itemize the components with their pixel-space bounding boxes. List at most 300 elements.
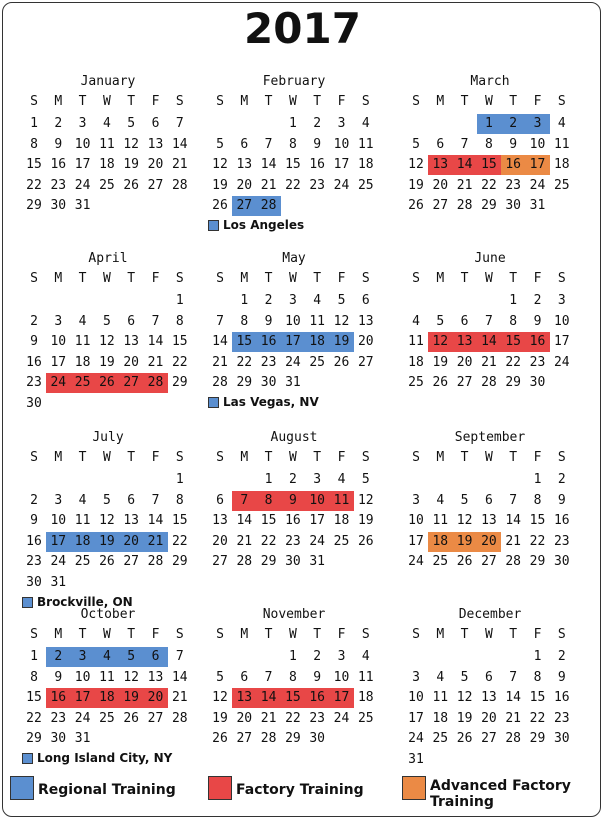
location-note: Los Angeles xyxy=(223,218,305,232)
legend-swatch-regional xyxy=(10,776,34,800)
day-cell: 15 xyxy=(481,157,497,173)
day-cell: 3 xyxy=(337,649,346,664)
day-cell: 16 xyxy=(260,334,277,350)
weekday-label: S xyxy=(557,627,566,642)
month-july xyxy=(22,430,194,609)
day-cell: 2 xyxy=(557,649,566,664)
day-cell: 1 xyxy=(30,649,38,664)
day-cell: 26 xyxy=(456,554,473,570)
day-cell: 1 xyxy=(288,649,297,664)
day-cell: 15 xyxy=(260,513,277,529)
day-cell: 21 xyxy=(505,533,522,549)
day-cell: 10 xyxy=(408,513,424,529)
weekday-label: F xyxy=(337,627,346,642)
day-cell: 19 xyxy=(456,533,473,549)
day-cell: 12 xyxy=(456,690,473,706)
day-cell: 15 xyxy=(285,157,301,173)
weekday-label: F xyxy=(533,450,542,465)
day-cell: 28 xyxy=(171,710,188,726)
day-cell: 27 xyxy=(481,731,497,747)
month-june xyxy=(404,251,576,421)
day-cell: 6 xyxy=(484,669,493,685)
day-cell: 24 xyxy=(309,533,326,549)
month-november xyxy=(208,607,380,777)
day-cell: 24 xyxy=(50,554,67,570)
day-cell: 28 xyxy=(505,731,522,747)
month-title: December xyxy=(458,607,522,622)
day-cell: 2 xyxy=(313,649,322,664)
day-cell: 13 xyxy=(456,334,473,350)
day-cell: 22 xyxy=(505,354,522,370)
day-cell: 2 xyxy=(533,293,542,308)
weekday-label: W xyxy=(288,94,297,109)
day-cell: 2 xyxy=(288,472,297,487)
day-cell: 27 xyxy=(147,177,164,193)
weekday-label: S xyxy=(361,450,370,465)
month-january xyxy=(22,74,194,244)
day-cell: 4 xyxy=(78,492,87,508)
day-cell: 12 xyxy=(212,690,228,706)
month-october xyxy=(22,607,194,777)
day-cell: 7 xyxy=(264,136,273,152)
day-cell: 30 xyxy=(285,554,301,570)
day-cell: 7 xyxy=(509,492,518,508)
day-cell: 11 xyxy=(309,313,326,329)
weekday-label: S xyxy=(412,271,420,286)
day-cell: 23 xyxy=(505,177,522,193)
day-cell: 30 xyxy=(553,731,570,747)
day-cell: 11 xyxy=(432,513,449,529)
day-cell: 28 xyxy=(456,198,473,214)
day-cell: 1 xyxy=(30,116,38,131)
weekday-label: M xyxy=(54,450,63,465)
weekday-label: S xyxy=(557,450,566,465)
day-cell: 14 xyxy=(260,690,277,706)
weekday-label: M xyxy=(240,450,249,465)
day-cell: 4 xyxy=(361,649,370,664)
day-cell: 7 xyxy=(460,136,469,152)
day-cell: 19 xyxy=(456,710,473,726)
day-cell: 25 xyxy=(99,177,115,193)
day-cell: 27 xyxy=(147,710,164,726)
month-may xyxy=(208,251,380,421)
day-cell: 15 xyxy=(26,157,42,173)
day-cell: 22 xyxy=(529,710,546,726)
day-cell: 27 xyxy=(123,554,140,570)
day-cell: 11 xyxy=(357,136,374,152)
day-cell: 31 xyxy=(74,198,91,214)
legend-swatch-factory xyxy=(208,776,232,800)
month-title: April xyxy=(88,251,128,266)
day-cell: 23 xyxy=(529,354,546,370)
day-cell: 22 xyxy=(285,710,301,726)
weekday-label: S xyxy=(175,627,184,642)
day-cell: 17 xyxy=(529,157,546,173)
day-cell: 27 xyxy=(481,554,497,570)
day-cell: 2 xyxy=(264,293,273,308)
day-cell: 28 xyxy=(236,554,253,570)
day-cell: 23 xyxy=(309,177,326,193)
day-cell: 17 xyxy=(333,690,350,706)
weekday-label: S xyxy=(216,450,224,465)
day-cell: 21 xyxy=(147,533,164,549)
weekday-label: S xyxy=(30,627,38,642)
day-cell: 14 xyxy=(481,334,497,350)
day-cell: 27 xyxy=(212,554,228,570)
weekday-label: W xyxy=(288,627,297,642)
day-cell: 23 xyxy=(50,177,67,193)
day-cell: 13 xyxy=(123,513,140,529)
day-cell: 23 xyxy=(26,375,42,391)
day-cell: 26 xyxy=(357,533,374,549)
day-cell: 4 xyxy=(102,649,111,664)
day-cell: 10 xyxy=(333,669,350,685)
day-cell: 27 xyxy=(357,354,374,370)
day-cell: 13 xyxy=(212,513,228,529)
weekday-label: F xyxy=(151,94,160,109)
weekday-label: T xyxy=(509,94,518,109)
day-cell: 10 xyxy=(333,136,350,152)
day-cell: 9 xyxy=(557,492,566,508)
month-march xyxy=(404,74,576,244)
day-cell: 8 xyxy=(30,669,38,685)
legend-label-factory: Factory Training xyxy=(236,782,364,798)
day-cell: 29 xyxy=(529,554,546,570)
day-cell: 7 xyxy=(240,492,249,508)
weekday-label: S xyxy=(412,450,420,465)
day-cell: 7 xyxy=(509,669,518,685)
day-cell: 28 xyxy=(260,198,277,214)
day-cell: 26 xyxy=(212,731,228,747)
weekday-label: W xyxy=(288,271,297,286)
weekday-label: W xyxy=(102,271,111,286)
day-cell: 16 xyxy=(50,690,67,706)
weekday-label: T xyxy=(313,627,322,642)
day-cell: 22 xyxy=(236,354,253,370)
day-cell: 29 xyxy=(171,375,188,391)
weekday-label: S xyxy=(216,271,224,286)
day-cell: 14 xyxy=(212,334,228,350)
day-cell: 7 xyxy=(484,313,493,329)
day-cell: 30 xyxy=(505,198,522,214)
weekday-label: S xyxy=(361,94,370,109)
day-cell: 18 xyxy=(357,690,374,706)
day-cell: 3 xyxy=(78,116,87,131)
day-cell: 27 xyxy=(123,375,140,391)
day-cell: 22 xyxy=(260,533,277,549)
day-cell: 29 xyxy=(171,554,188,570)
weekday-label: T xyxy=(460,450,469,465)
day-cell: 17 xyxy=(74,157,91,173)
day-cell: 27 xyxy=(236,198,253,214)
day-cell: 11 xyxy=(357,669,374,685)
day-cell: 5 xyxy=(460,669,469,685)
day-cell: 1 xyxy=(533,472,542,487)
day-cell: 2 xyxy=(509,116,518,131)
day-cell: 22 xyxy=(26,710,42,726)
day-cell: 28 xyxy=(147,554,164,570)
day-cell: 5 xyxy=(460,492,469,508)
day-cell: 21 xyxy=(505,710,522,726)
month-title: August xyxy=(270,430,318,445)
day-cell: 12 xyxy=(99,334,115,350)
day-cell: 5 xyxy=(436,313,445,329)
day-cell: 16 xyxy=(505,157,522,173)
day-cell: 23 xyxy=(26,554,42,570)
day-cell: 13 xyxy=(147,136,164,152)
day-cell: 31 xyxy=(408,752,424,767)
day-cell: 5 xyxy=(216,136,224,152)
day-cell: 19 xyxy=(212,710,228,726)
day-cell: 13 xyxy=(432,157,449,173)
day-cell: 26 xyxy=(408,198,424,214)
day-cell: 16 xyxy=(309,690,326,706)
day-cell: 11 xyxy=(74,513,91,529)
day-cell: 14 xyxy=(505,690,522,706)
day-cell: 6 xyxy=(216,492,224,508)
day-cell: 10 xyxy=(74,669,91,685)
day-cell: 6 xyxy=(460,313,469,329)
weekday-label: M xyxy=(54,94,63,109)
day-cell: 29 xyxy=(505,375,522,391)
day-cell: 13 xyxy=(236,157,253,173)
day-cell: 19 xyxy=(333,334,350,350)
day-cell: 21 xyxy=(147,354,164,370)
day-cell: 20 xyxy=(236,710,253,726)
day-cell: 31 xyxy=(285,375,301,391)
day-cell: 8 xyxy=(484,136,493,152)
weekday-label: F xyxy=(533,94,542,109)
day-cell: 3 xyxy=(412,669,420,685)
day-cell: 17 xyxy=(553,334,570,350)
location-swatch xyxy=(208,397,219,408)
day-cell: 15 xyxy=(529,690,546,706)
day-cell: 23 xyxy=(285,533,301,549)
day-cell: 6 xyxy=(127,313,136,329)
day-cell: 18 xyxy=(408,354,424,370)
day-cell: 19 xyxy=(408,177,424,193)
day-cell: 30 xyxy=(309,731,326,747)
weekday-label: T xyxy=(264,271,273,286)
weekday-label: T xyxy=(460,627,469,642)
location-swatch xyxy=(22,753,33,764)
day-cell: 1 xyxy=(288,116,297,131)
day-cell: 3 xyxy=(313,472,322,487)
weekday-label: S xyxy=(361,271,370,286)
day-cell: 21 xyxy=(260,710,277,726)
weekday-label: S xyxy=(216,627,224,642)
day-cell: 6 xyxy=(240,136,249,152)
day-cell: 16 xyxy=(553,513,570,529)
day-cell: 25 xyxy=(408,375,424,391)
day-cell: 11 xyxy=(432,690,449,706)
day-cell: 3 xyxy=(533,116,542,131)
day-cell: 10 xyxy=(408,690,424,706)
day-cell: 8 xyxy=(288,136,297,152)
day-cell: 12 xyxy=(123,136,140,152)
month-title: June xyxy=(474,251,506,266)
month-april xyxy=(22,251,194,421)
day-cell: 15 xyxy=(171,513,188,529)
day-cell: 2 xyxy=(557,472,566,487)
day-cell: 22 xyxy=(171,354,188,370)
day-cell: 25 xyxy=(333,533,350,549)
day-cell: 20 xyxy=(236,177,253,193)
weekday-label: T xyxy=(313,271,322,286)
day-cell: 17 xyxy=(50,354,67,370)
day-cell: 28 xyxy=(147,375,164,391)
day-cell: 30 xyxy=(529,375,546,391)
day-cell: 17 xyxy=(408,533,424,549)
day-cell: 23 xyxy=(309,710,326,726)
weekday-label: F xyxy=(533,271,542,286)
weekday-label: T xyxy=(509,450,518,465)
day-cell: 20 xyxy=(123,354,140,370)
weekday-label: W xyxy=(288,450,297,465)
day-cell: 4 xyxy=(436,669,445,685)
weekday-label: F xyxy=(151,450,160,465)
day-cell: 19 xyxy=(432,354,449,370)
day-cell: 21 xyxy=(212,354,228,370)
day-cell: 4 xyxy=(436,492,445,508)
weekday-label: S xyxy=(361,627,370,642)
day-cell: 5 xyxy=(102,492,111,508)
day-cell: 25 xyxy=(74,554,91,570)
day-cell: 29 xyxy=(26,198,42,214)
month-august xyxy=(208,430,380,600)
legend-label-regional: Regional Training xyxy=(38,782,176,798)
day-cell: 18 xyxy=(309,334,326,350)
day-cell: 24 xyxy=(74,177,91,193)
weekday-label: W xyxy=(484,94,493,109)
day-cell: 7 xyxy=(216,313,224,329)
day-cell: 20 xyxy=(357,334,374,350)
month-december xyxy=(404,607,576,777)
day-cell: 14 xyxy=(171,136,188,152)
day-cell: 10 xyxy=(50,334,67,350)
day-cell: 18 xyxy=(74,533,91,549)
weekday-label: S xyxy=(216,94,224,109)
day-cell: 31 xyxy=(529,198,546,214)
weekday-label: T xyxy=(509,271,518,286)
day-cell: 17 xyxy=(309,513,326,529)
day-cell: 1 xyxy=(509,293,518,308)
day-cell: 6 xyxy=(361,293,370,308)
day-cell: 14 xyxy=(147,334,164,350)
weekday-label: S xyxy=(175,94,184,109)
day-cell: 30 xyxy=(50,731,67,747)
day-cell: 1 xyxy=(484,116,493,131)
day-cell: 8 xyxy=(533,669,542,685)
day-cell: 12 xyxy=(456,513,473,529)
day-cell: 4 xyxy=(361,116,370,131)
month-title: February xyxy=(262,74,326,89)
day-cell: 9 xyxy=(264,313,273,329)
day-cell: 21 xyxy=(481,354,497,370)
month-title: July xyxy=(92,430,124,445)
day-cell: 25 xyxy=(74,375,91,391)
legend-swatch-advanced xyxy=(402,776,426,800)
day-cell: 8 xyxy=(175,313,184,329)
day-cell: 29 xyxy=(260,554,277,570)
day-cell: 15 xyxy=(171,334,188,350)
day-cell: 21 xyxy=(456,177,473,193)
weekday-label: T xyxy=(264,627,273,642)
weekday-label: M xyxy=(240,94,249,109)
day-cell: 31 xyxy=(309,554,326,570)
day-cell: 12 xyxy=(333,313,350,329)
day-cell: 3 xyxy=(557,293,566,308)
weekday-label: M xyxy=(436,627,445,642)
day-cell: 17 xyxy=(74,690,91,706)
day-cell: 9 xyxy=(288,492,297,508)
month-title: October xyxy=(80,607,136,622)
day-cell: 2 xyxy=(54,649,63,664)
day-cell: 5 xyxy=(337,293,346,308)
day-cell: 9 xyxy=(557,669,566,685)
day-cell: 25 xyxy=(357,710,374,726)
day-cell: 11 xyxy=(333,492,350,508)
day-cell: 20 xyxy=(123,533,140,549)
weekday-label: W xyxy=(484,450,493,465)
day-cell: 8 xyxy=(533,492,542,508)
day-cell: 14 xyxy=(456,157,473,173)
day-cell: 11 xyxy=(408,334,424,350)
month-title: January xyxy=(80,74,136,89)
day-cell: 9 xyxy=(313,136,322,152)
day-cell: 18 xyxy=(432,533,449,549)
day-cell: 19 xyxy=(123,690,140,706)
weekday-label: W xyxy=(102,627,111,642)
day-cell: 7 xyxy=(264,669,273,685)
weekday-label: T xyxy=(127,450,136,465)
day-cell: 13 xyxy=(236,690,253,706)
day-cell: 14 xyxy=(505,513,522,529)
day-cell: 5 xyxy=(127,116,136,131)
day-cell: 16 xyxy=(309,157,326,173)
weekday-label: W xyxy=(484,627,493,642)
day-cell: 8 xyxy=(288,669,297,685)
day-cell: 6 xyxy=(240,669,249,685)
weekday-label: T xyxy=(264,94,273,109)
day-cell: 4 xyxy=(412,313,420,329)
weekday-label: W xyxy=(102,450,111,465)
weekday-label: T xyxy=(127,94,136,109)
month-title: November xyxy=(262,607,326,622)
day-cell: 23 xyxy=(50,710,67,726)
day-cell: 2 xyxy=(30,313,38,329)
day-cell: 15 xyxy=(236,334,253,350)
day-cell: 8 xyxy=(509,313,518,329)
day-cell: 27 xyxy=(432,198,449,214)
weekday-label: T xyxy=(127,627,136,642)
day-cell: 22 xyxy=(285,177,301,193)
day-cell: 7 xyxy=(151,492,160,508)
day-cell: 18 xyxy=(553,157,570,173)
day-cell: 27 xyxy=(456,375,473,391)
day-cell: 17 xyxy=(50,533,67,549)
day-cell: 9 xyxy=(313,669,322,685)
day-cell: 3 xyxy=(412,492,420,508)
day-cell: 6 xyxy=(436,136,445,152)
day-cell: 17 xyxy=(285,334,301,350)
day-cell: 1 xyxy=(175,472,184,487)
day-cell: 13 xyxy=(481,690,497,706)
day-cell: 29 xyxy=(236,375,253,391)
day-cell: 30 xyxy=(50,198,67,214)
day-cell: 29 xyxy=(26,731,42,747)
day-cell: 26 xyxy=(333,354,350,370)
